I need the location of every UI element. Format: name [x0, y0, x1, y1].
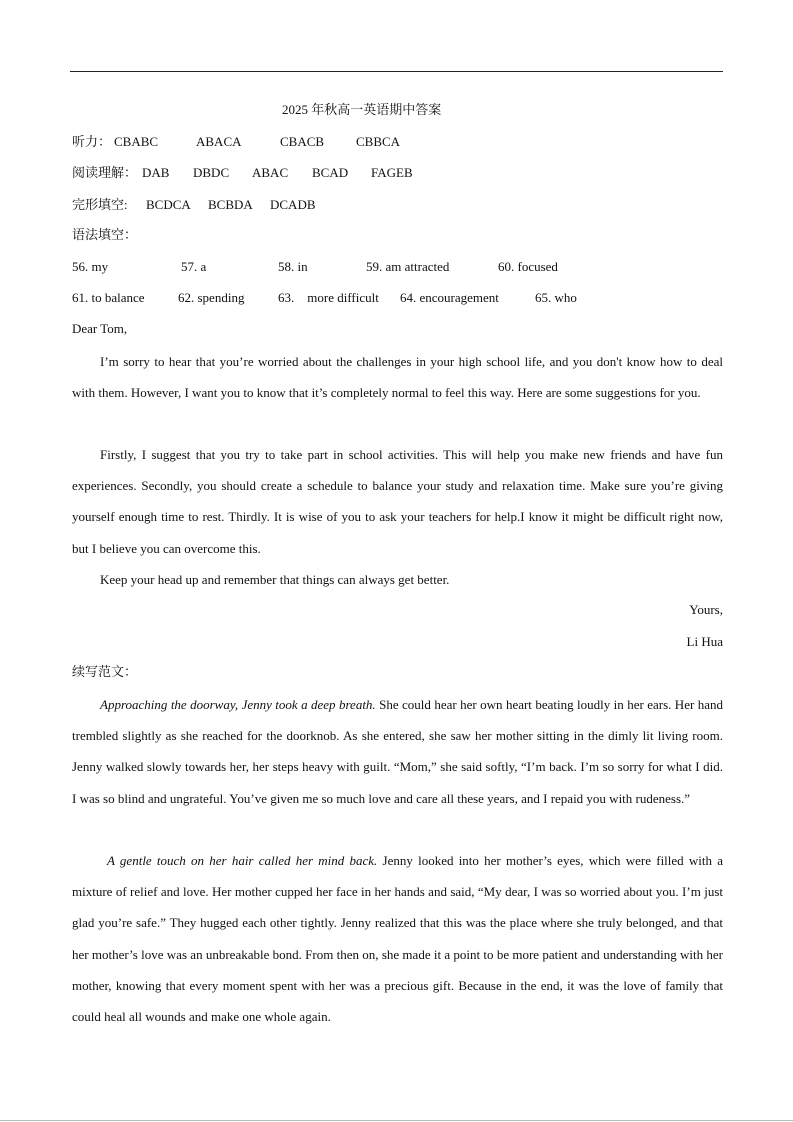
continuation-paragraph: [72, 689, 723, 814]
reading-label: 阅读理解：: [72, 165, 138, 180]
grammar-answer: 56. my: [72, 259, 109, 274]
continuation-paragraph: [72, 845, 723, 1032]
cloze-answer-group: DCADB: [270, 197, 316, 212]
grammar-answer: 58. in: [278, 259, 308, 274]
letter-signature: Li Hua: [686, 634, 723, 649]
continuation-paragraph-text: She could hear her own heart beating loudly in her ears. Her hand trembled slightly as she reached for the doorknob. As she entered, she saw her mother sitting in the dimly lit living room. Jenny walked slowly towards her, her steps heavy with guilt. “Mom,” she said softly, “I’m back. I’m so sorry for what I did. I was so blind and ungrateful. You’ve given me so much love and care all these years, and I repaid you with rudeness.”: [72, 697, 723, 806]
grammar-answer: 63. more difficult: [278, 290, 379, 305]
listening-answer-group: CBACB: [280, 134, 325, 149]
grammar-answer: 65. who: [535, 290, 577, 305]
grammar-answer: 61. to balance: [72, 290, 145, 305]
continuation-label: 续写范文：: [72, 664, 138, 679]
letter-paragraph-text: I’m sorry to hear that you’re worried about the challenges in your high school life, and you don't know how to deal with them. However, I want you to know that it’s completely normal to feel this way. Here are some suggestions for you.: [72, 354, 723, 401]
grammar-answer: 60. focused: [498, 259, 558, 274]
cloze-label: 完形填空:: [72, 197, 128, 212]
letter-paragraph-text: Keep your head up and remember that things can always get better.: [100, 572, 450, 587]
reading-answer-group: DBDC: [193, 165, 230, 180]
continuation-lead-sentence: Approaching the doorway, Jenny took a deep breath.: [100, 697, 376, 712]
header-rule: [70, 71, 723, 72]
letter-paragraph: [72, 564, 723, 595]
grammar-answer: 64. encouragement: [400, 290, 499, 305]
reading-answer-group: FAGEB: [371, 165, 413, 180]
reading-answer-group: BCAD: [312, 165, 349, 180]
page-bottom-edge: [0, 1120, 793, 1121]
listening-label: 听力：: [72, 134, 112, 149]
reading-answer-group: ABAC: [252, 165, 289, 180]
listening-answer-group: ABACA: [196, 134, 242, 149]
cloze-answer-group: BCDCA: [146, 197, 191, 212]
continuation-paragraph-text: Jenny looked into her mother’s eyes, which were filled with a mixture of relief and love. Her mother cupped her face in her hands and said, “My dear, I was so worried about you. I’m just glad you’re safe.” They hugged each other tightly. Jenny realized that this was the place where she truly belonged, and that her mother’s love was an unbreakable bond. From then on, she made it a point to be more patient and understanding with her mother, knowing that every moment spent with her was a precious gift. Because in the end, it was the love of family that could heal all wounds and make one whole again.: [72, 853, 724, 1025]
letter-closing: Yours,: [689, 602, 723, 617]
continuation-lead-sentence: A gentle touch on her hair called her mind back.: [107, 853, 378, 868]
letter-paragraph: [72, 346, 723, 408]
listening-answer-group: CBBCA: [356, 134, 401, 149]
cloze-answer-group: BCBDA: [208, 197, 253, 212]
page-title: 2025 年秋高一英语期中答案: [282, 102, 442, 117]
listening-answer-group: CBABC: [114, 134, 159, 149]
grammar-answer: 57. a: [181, 259, 207, 274]
grammar-answer: 62. spending: [178, 290, 245, 305]
reading-answer-group: DAB: [142, 165, 170, 180]
letter-paragraph-text: Firstly, I suggest that you try to take part in school activities. This will help you make new friends and have fun experiences. Secondly, you should create a schedule to balance your study and relaxation time. Make sure you’re giving yourself enough time to rest. Thirdly. It is wise of you to ask your teachers for help.I know it might be difficult right now, but I believe you can overcome this.: [72, 447, 723, 556]
letter-greeting: Dear Tom,: [72, 321, 128, 336]
grammar-label: 语法填空：: [72, 227, 138, 242]
grammar-answer: 59. am attracted: [366, 259, 450, 274]
letter-paragraph: [72, 439, 723, 564]
